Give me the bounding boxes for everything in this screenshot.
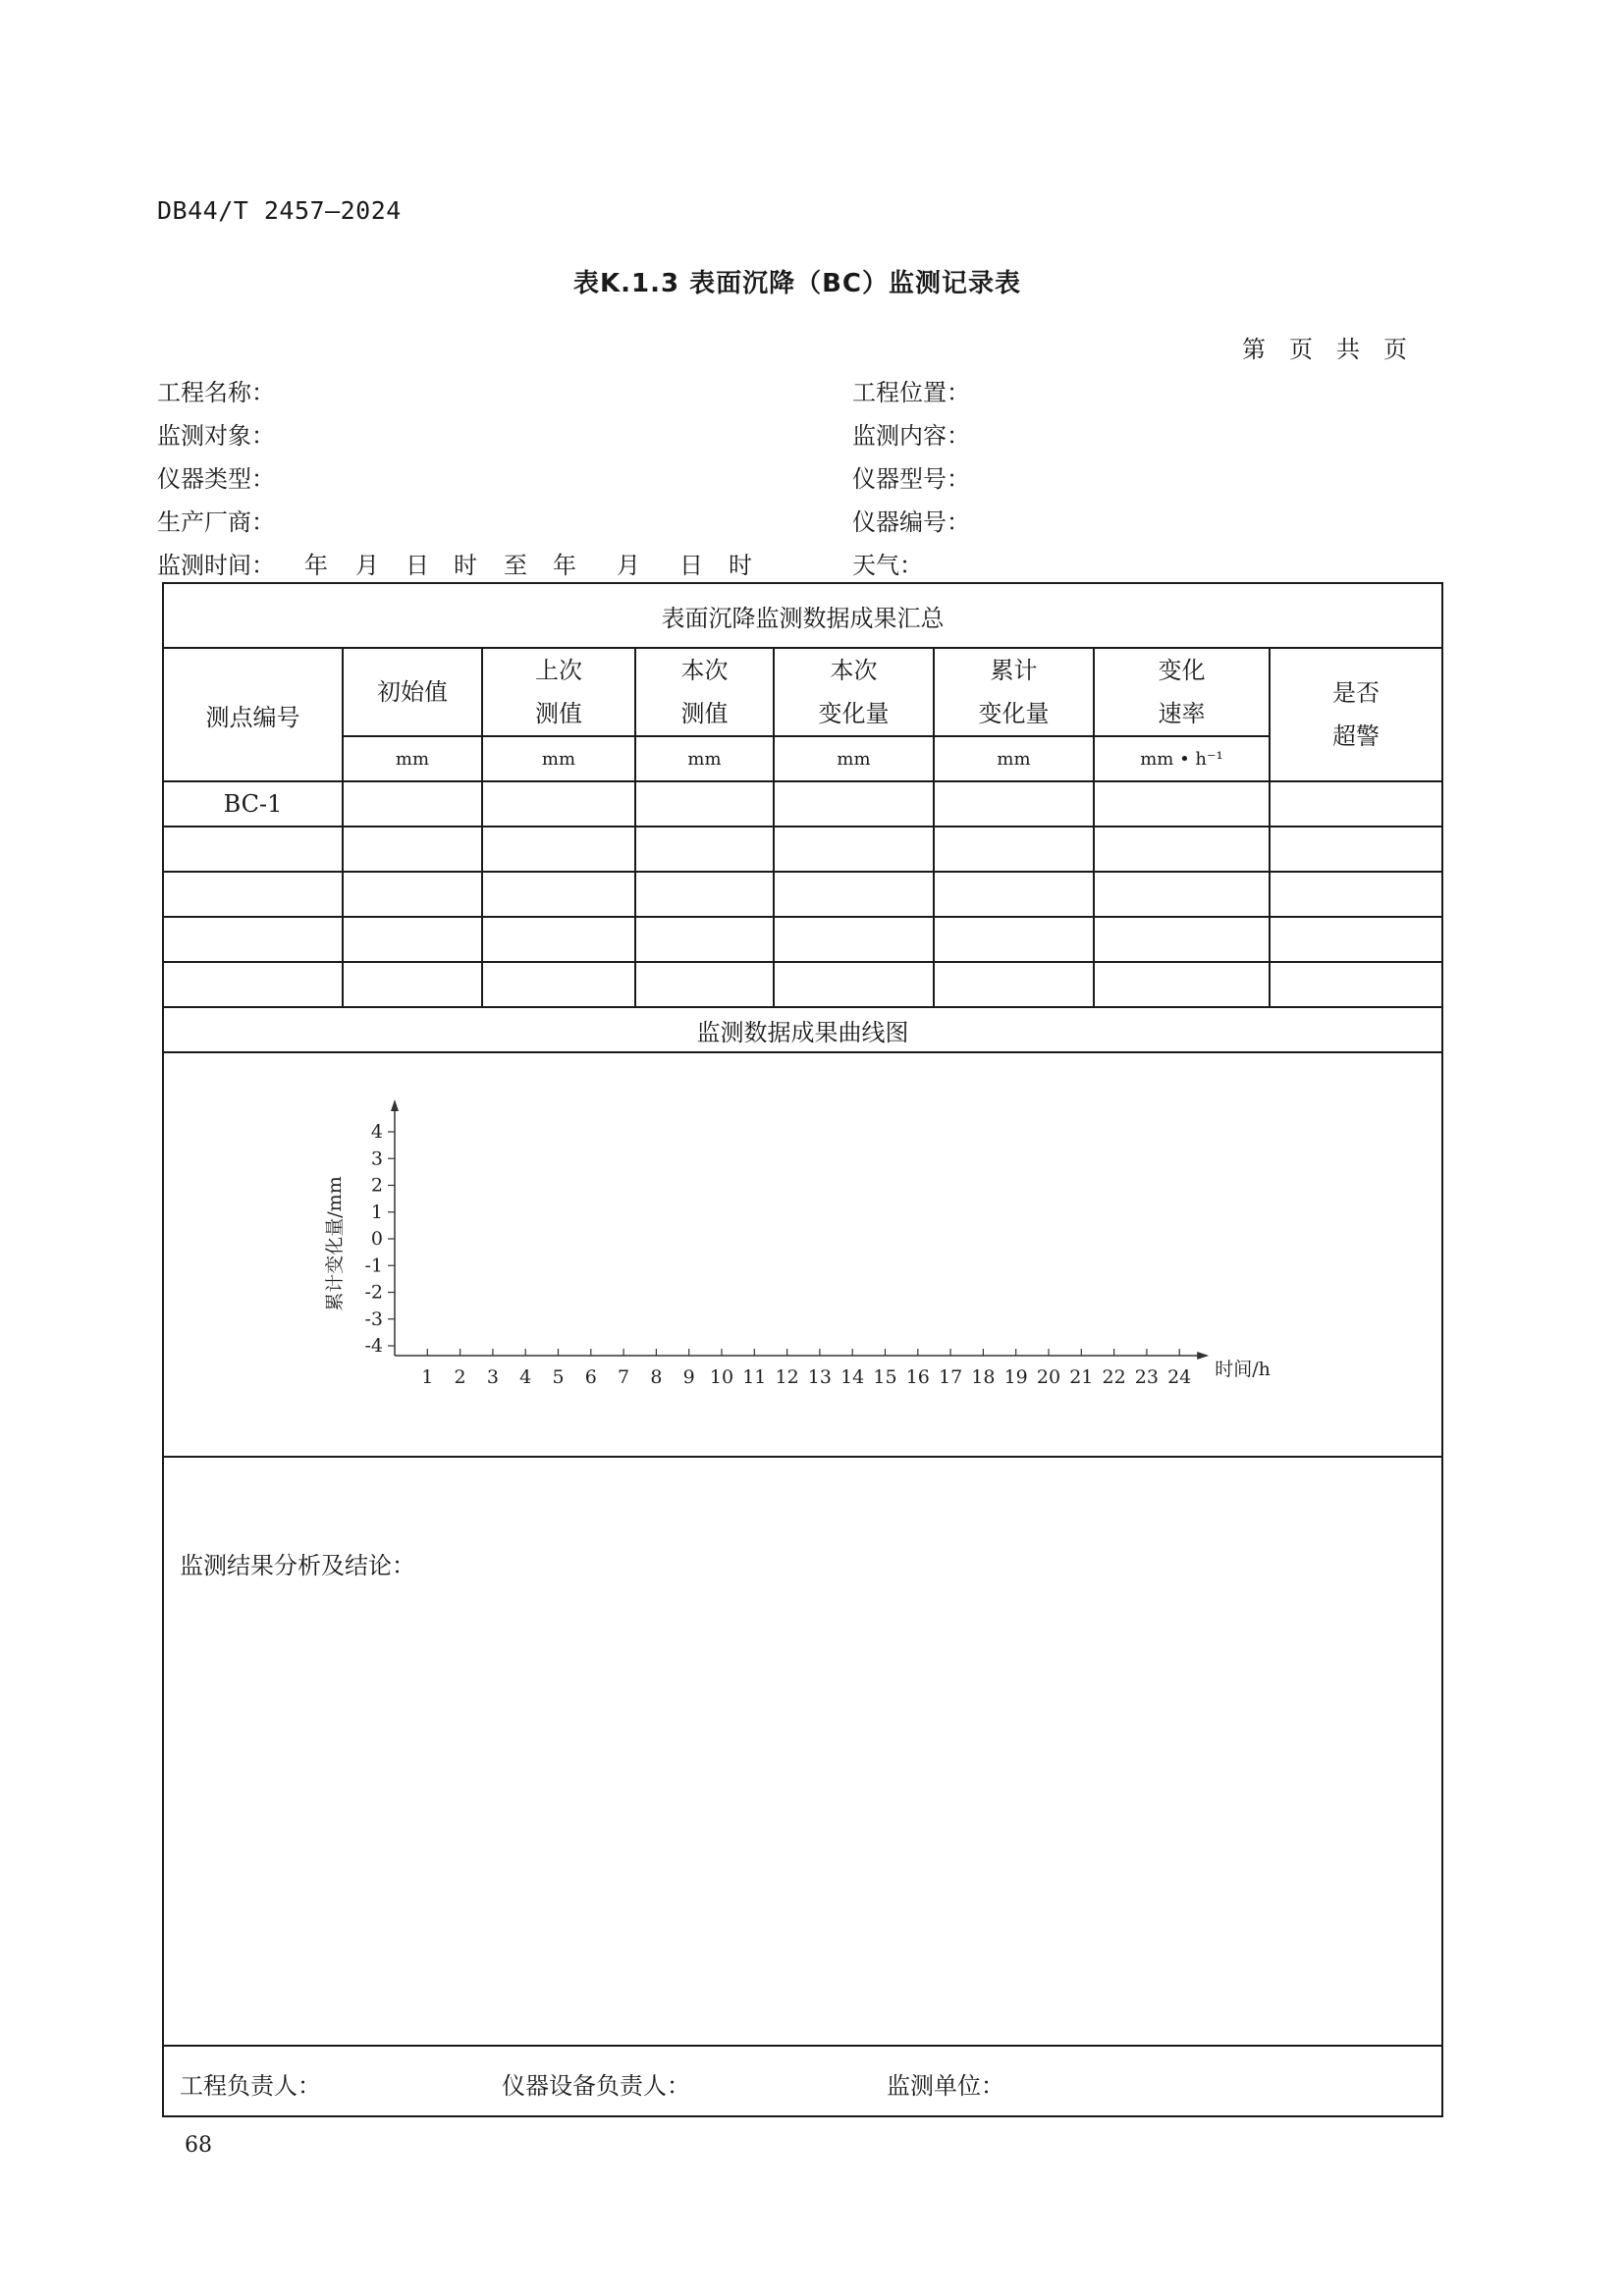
x-tick-label: 23 — [1134, 1366, 1159, 1388]
y-tick-label: -4 — [364, 1335, 383, 1357]
table-cell[interactable] — [774, 827, 934, 872]
time-day-2: 日 — [679, 552, 703, 579]
table-cell[interactable] — [934, 917, 1094, 962]
instrument-type-label: 仪器类型： — [157, 465, 275, 493]
x-tick-label: 8 — [650, 1366, 663, 1388]
page-info — [1242, 330, 1431, 364]
x-tick-label: 24 — [1167, 1366, 1192, 1388]
y-tick-label: 3 — [370, 1148, 383, 1170]
table-row — [163, 917, 1442, 962]
project-location-label: 工程位置： — [852, 379, 970, 406]
unit-initial: mm — [343, 736, 482, 781]
time-hour-2: 时 — [729, 552, 752, 579]
x-tick-label: 7 — [618, 1366, 630, 1388]
col-header-current-change — [774, 648, 934, 736]
y-tick-label: 0 — [370, 1228, 383, 1250]
table-cell[interactable] — [635, 781, 774, 827]
table-cell[interactable] — [934, 962, 1094, 1007]
chart-cell — [163, 1052, 1442, 1457]
instrument-number-label: 仪器编号： — [852, 508, 970, 536]
x-tick-label: 1 — [421, 1366, 434, 1388]
table-cell[interactable] — [1094, 962, 1270, 1007]
data-rows — [163, 781, 1442, 1007]
equipment-signature-label: 仪器设备负责人： — [502, 2072, 690, 2100]
table-cell[interactable] — [635, 872, 774, 917]
col-header-last — [482, 648, 635, 736]
table-cell[interactable] — [934, 781, 1094, 827]
unit-signature-label: 监测单位： — [887, 2072, 1004, 2100]
x-axis-arrow — [1197, 1352, 1209, 1360]
time-year-2: 年 — [553, 552, 576, 579]
col-header-last-l1: 上次 — [535, 657, 582, 684]
y-tick-label: -3 — [364, 1308, 383, 1330]
time-year-1: 年 — [304, 552, 328, 579]
page-number: 68 — [185, 2133, 212, 2158]
x-tick-label: 9 — [682, 1366, 695, 1388]
table-cell[interactable] — [343, 872, 482, 917]
col-header-current-change-l1: 本次 — [830, 657, 878, 684]
weather-label: 天气： — [852, 552, 923, 579]
unit-current: mm — [635, 736, 774, 781]
table-cell[interactable] — [1270, 827, 1442, 872]
table-cell[interactable] — [343, 781, 482, 827]
unit-last: mm — [482, 736, 635, 781]
x-tick-label: 5 — [552, 1366, 565, 1388]
x-tick-label: 11 — [742, 1366, 767, 1388]
col-header-rate — [1094, 648, 1270, 736]
time-to: 至 — [504, 552, 527, 579]
page-info-3: 共 — [1336, 336, 1360, 363]
y-axis-arrow — [391, 1099, 399, 1111]
analysis-cell[interactable] — [163, 1457, 1442, 2046]
x-tick-label: 3 — [486, 1366, 499, 1388]
x-tick-label: 15 — [873, 1366, 897, 1388]
y-tick-label: 2 — [370, 1174, 383, 1197]
x-tick-label: 4 — [519, 1366, 532, 1388]
x-tick-label: 6 — [584, 1366, 597, 1388]
time-day-1: 日 — [406, 552, 429, 579]
table-cell[interactable] — [343, 962, 482, 1007]
table-cell[interactable] — [482, 917, 635, 962]
table-cell[interactable] — [1094, 781, 1270, 827]
table-cell[interactable] — [482, 781, 635, 827]
table-row — [163, 781, 1442, 827]
col-header-current — [635, 648, 774, 736]
table-cell[interactable] — [774, 962, 934, 1007]
table-cell[interactable] — [1270, 781, 1442, 827]
y-tick-label: -1 — [364, 1255, 383, 1277]
x-tick-label: 22 — [1102, 1366, 1126, 1388]
x-tick-label: 10 — [709, 1366, 734, 1388]
x-tick-label: 18 — [971, 1366, 996, 1388]
x-tick-label: 17 — [939, 1366, 963, 1388]
monitor-time-row — [157, 546, 275, 580]
x-tick-label: 14 — [840, 1366, 865, 1388]
col-header-initial-text: 初始值 — [377, 678, 448, 706]
project-name-label: 工程名称： — [157, 379, 275, 406]
table-cell[interactable] — [482, 872, 635, 917]
standard-code: DB44/T 2457—2024 — [157, 196, 402, 225]
table-cell[interactable] — [774, 917, 934, 962]
chart-section-title: 监测数据成果曲线图 — [163, 1007, 1442, 1052]
point-id-cell[interactable]: BC-1 — [163, 781, 343, 827]
page-info-1: 第 — [1242, 336, 1266, 363]
col-header-alarm-l1: 是否 — [1332, 679, 1380, 707]
form-title: 表K.1.3 表面沉降（BC）监测记录表 — [572, 269, 1022, 298]
table-cell[interactable] — [635, 962, 774, 1007]
col-header-current-l1: 本次 — [680, 657, 729, 684]
monitoring-table — [162, 582, 1443, 2117]
y-tick-label: 4 — [370, 1121, 383, 1143]
table-cell[interactable] — [1270, 917, 1442, 962]
page-info-4: 页 — [1383, 336, 1407, 363]
x-tick-label: 20 — [1036, 1366, 1061, 1388]
table-row — [163, 872, 1442, 917]
table-cell[interactable] — [774, 781, 934, 827]
unit-rate: mm • h⁻¹ — [1094, 736, 1270, 781]
manufacturer-label: 生产厂商： — [157, 508, 275, 536]
x-tick-label: 19 — [1003, 1366, 1028, 1388]
y-axis-label: 累计变化量/mm — [324, 1176, 346, 1311]
time-month-1: 月 — [355, 552, 379, 579]
point-id-cell[interactable] — [163, 872, 343, 917]
signature-row — [163, 2046, 1442, 2116]
point-id-cell[interactable] — [163, 962, 343, 1007]
x-tick-label: 16 — [905, 1366, 930, 1388]
col-header-rate-l1: 变化 — [1158, 657, 1206, 684]
page-info-2: 页 — [1289, 336, 1313, 363]
y-tick-label: -2 — [364, 1281, 383, 1304]
y-tick-label: 1 — [370, 1201, 383, 1223]
col-header-cumulative — [934, 648, 1094, 736]
unit-current-change: mm — [774, 736, 934, 781]
table-cell[interactable] — [482, 827, 635, 872]
table-cell[interactable] — [1270, 872, 1442, 917]
col-header-cumulative-l2: 变化量 — [978, 700, 1050, 727]
table-cell[interactable] — [482, 962, 635, 1007]
table-cell[interactable] — [1270, 962, 1442, 1007]
point-id-cell[interactable] — [163, 827, 343, 872]
col-header-current-l2: 测值 — [680, 700, 729, 727]
engineer-signature-label: 工程负责人： — [180, 2072, 321, 2100]
col-header-last-l2: 测值 — [535, 700, 582, 727]
x-axis-label: 时间/h — [1215, 1359, 1271, 1380]
col-header-alarm — [1270, 648, 1442, 781]
table-cell[interactable] — [635, 917, 774, 962]
table-cell[interactable] — [934, 872, 1094, 917]
point-id-cell[interactable] — [163, 917, 343, 962]
summary-section-title: 表面沉降监测数据成果汇总 — [163, 583, 1442, 648]
x-tick-label: 12 — [775, 1366, 799, 1388]
unit-cumulative: mm — [934, 736, 1094, 781]
cumulative-change-chart — [164, 1054, 1439, 1455]
table-cell[interactable] — [1094, 827, 1270, 872]
table-row — [163, 962, 1442, 1007]
col-header-point-id: 测点编号 — [163, 648, 343, 781]
x-tick-label: 13 — [807, 1366, 832, 1388]
table-cell[interactable] — [635, 827, 774, 872]
x-tick-label: 2 — [454, 1366, 466, 1388]
table-cell[interactable] — [934, 827, 1094, 872]
col-header-current-change-l2: 变化量 — [818, 700, 890, 727]
monitor-time-label: 监测时间： — [157, 552, 275, 579]
col-header-cumulative-l1: 累计 — [990, 657, 1038, 684]
table-cell[interactable] — [1094, 872, 1270, 917]
col-header-alarm-l2: 超警 — [1332, 722, 1380, 750]
x-tick-label: 21 — [1069, 1366, 1094, 1388]
table-cell[interactable] — [343, 917, 482, 962]
instrument-model-label: 仪器型号： — [852, 465, 970, 493]
table-cell[interactable] — [343, 827, 482, 872]
time-hour-1: 时 — [454, 552, 477, 579]
table-cell[interactable] — [774, 872, 934, 917]
table-row — [163, 827, 1442, 872]
analysis-label: 监测结果分析及结论： — [180, 1552, 415, 1579]
time-month-2: 月 — [617, 552, 640, 579]
table-cell[interactable] — [1094, 917, 1270, 962]
col-header-rate-l2: 速率 — [1158, 700, 1206, 727]
monitor-content-label: 监测内容： — [852, 422, 970, 450]
monitor-object-label: 监测对象： — [157, 422, 275, 450]
col-header-initial — [343, 648, 482, 736]
